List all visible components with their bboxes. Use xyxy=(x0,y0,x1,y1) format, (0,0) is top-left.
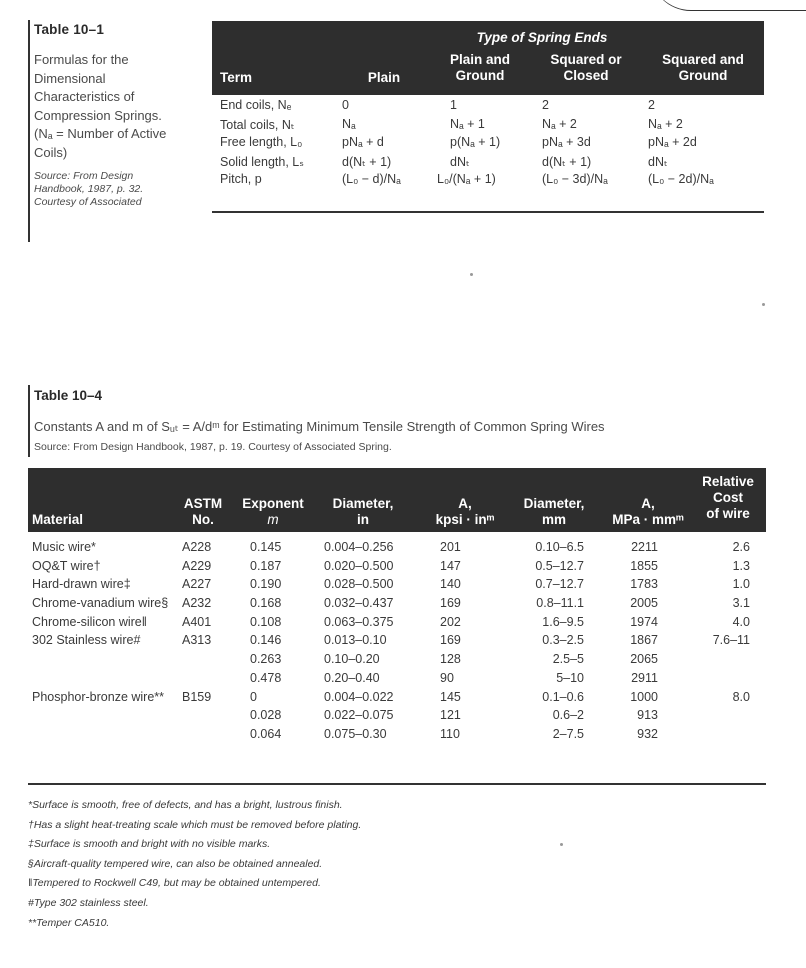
cell-dmm: 1.6–9.5 xyxy=(542,614,584,629)
caption-line: Coils) xyxy=(34,144,68,160)
cell-akpsi: 169 xyxy=(440,633,461,648)
table4-source: Source: From Design Handbook, 1987, p. 19. Courtesy of Associated Spring. xyxy=(34,441,392,453)
header-squared-ground xyxy=(648,52,758,84)
footnote: #Type 302 stainless steel. xyxy=(28,896,149,909)
table-row xyxy=(28,650,766,669)
header-line: A, xyxy=(458,496,472,511)
cell-term: Pitch, p xyxy=(220,172,262,186)
cell-akpsi: 121 xyxy=(440,708,461,723)
cell-astm: B159 xyxy=(182,689,212,704)
cell-m: 0.478 xyxy=(250,670,282,685)
cell-material: Chrome-vanadium wire§ xyxy=(32,596,169,611)
cell-cost: 3.1 xyxy=(732,596,750,611)
table-row xyxy=(212,96,764,115)
cell-material: 302 Stainless wire# xyxy=(32,633,141,648)
cell-cost: 4.0 xyxy=(732,614,750,629)
table4-header xyxy=(28,468,766,532)
table1-title: Table 10–1 xyxy=(34,22,105,37)
cell-plain: 0 xyxy=(342,98,349,112)
cell-m: 0 xyxy=(250,689,257,704)
cell-dmm: 0.5–12.7 xyxy=(535,558,584,573)
source-line: Handbook, 1987, p. 32. xyxy=(34,183,144,195)
table1-body xyxy=(212,96,764,189)
table-row xyxy=(28,594,766,613)
footnote: §Aircraft-quality tempered wire, can also be obtained annealed. xyxy=(28,857,323,870)
cell-akpsi: 201 xyxy=(440,540,461,554)
header-line: Ground xyxy=(455,68,505,83)
header-squared-closed xyxy=(534,52,638,84)
table4-bottom-rule xyxy=(28,783,766,785)
header-exponent xyxy=(234,496,312,528)
cell-squared-closed: pNₐ + 3d xyxy=(542,135,591,149)
header-line: Ground xyxy=(678,68,728,83)
table-row xyxy=(28,557,766,576)
table-row xyxy=(28,669,766,688)
cell-term: Free length, L₀ xyxy=(220,135,303,149)
table1-bottom-rule xyxy=(212,211,764,213)
header-line: Squared or xyxy=(550,52,622,67)
cell-material: Chrome-silicon wire‖ xyxy=(32,614,147,629)
header-diameter-mm xyxy=(514,496,594,528)
header-material: Material xyxy=(32,512,84,527)
header-line: Diameter, xyxy=(523,496,585,511)
table4-caption: Constants A and m of Sᵤₜ = A/dᵐ for Estimating Minimum Tensile Strength of Common Spring Wires xyxy=(34,419,605,434)
header-a-kpsi xyxy=(420,496,510,528)
scan-speck xyxy=(762,303,765,306)
cell-material: OQ&T wire† xyxy=(32,558,101,573)
caption-line: Characteristics of xyxy=(34,89,135,104)
scan-speck xyxy=(560,843,563,846)
header-line: Squared and xyxy=(662,52,744,67)
table-row xyxy=(28,575,766,594)
cell-ampa: 2005 xyxy=(630,596,658,611)
cell-akpsi: 169 xyxy=(440,596,461,611)
table-row xyxy=(28,631,766,650)
table-row xyxy=(28,538,766,557)
table1-caption xyxy=(34,51,204,162)
table-row xyxy=(212,115,764,134)
cell-plain: Nₐ xyxy=(342,116,356,131)
cell-cost: 1.0 xyxy=(732,577,750,592)
cell-m: 0.064 xyxy=(250,726,282,741)
cell-akpsi: 140 xyxy=(440,577,461,592)
cell-plain: d(Nₜ + 1) xyxy=(342,154,392,169)
cell-cost: 7.6–11 xyxy=(712,633,750,648)
header-relative-cost xyxy=(692,474,764,522)
table-row xyxy=(28,725,766,744)
cell-akpsi: 202 xyxy=(440,614,461,629)
header-line: Diameter, xyxy=(332,496,394,511)
cell-m: 0.263 xyxy=(250,652,282,667)
table-row xyxy=(28,688,766,707)
source-line: Source: From Design xyxy=(34,170,134,182)
cell-ampa: 1783 xyxy=(630,577,658,592)
footnote: ‡Surface is smooth and bright with no visible marks. xyxy=(28,838,271,851)
table-row xyxy=(212,133,764,152)
caption-line: (Nₐ = Number of Active xyxy=(34,126,167,141)
header-line: mm xyxy=(541,512,566,527)
cell-plain-ground: L₀/(Nₐ + 1) xyxy=(437,172,496,186)
cell-ampa: 2065 xyxy=(630,652,658,667)
header-term: Term xyxy=(220,70,253,85)
cell-dmm: 0.3–2.5 xyxy=(542,633,584,648)
cell-din: 0.004–0.256 xyxy=(324,540,394,554)
cell-squared-ground: dNₜ xyxy=(648,154,668,169)
header-line: Exponent xyxy=(242,496,304,511)
header-diameter-in xyxy=(318,496,408,528)
footnote: ‖Tempered to Rockwell C49, but may be obtained untempered. xyxy=(28,877,321,890)
cell-ampa: 1974 xyxy=(630,614,658,629)
cell-akpsi: 110 xyxy=(440,726,460,741)
header-line: in xyxy=(357,512,369,527)
cell-m: 0.146 xyxy=(250,633,282,648)
cell-astm: A227 xyxy=(182,577,212,592)
decorative-curve xyxy=(650,0,806,11)
header-line: m xyxy=(267,512,279,527)
cell-m: 0.190 xyxy=(250,577,282,592)
cell-din: 0.063–0.375 xyxy=(324,614,394,629)
cell-astm: A232 xyxy=(182,596,212,611)
cell-squared-ground: pNₐ + 2d xyxy=(648,135,697,149)
cell-akpsi: 90 xyxy=(440,670,454,685)
header-plain: Plain xyxy=(367,70,401,85)
table4-footnotes xyxy=(28,796,361,933)
table4-title: Table 10–4 xyxy=(34,388,103,403)
header-a-mpa xyxy=(598,496,698,528)
cell-din: 0.004–0.022 xyxy=(324,689,394,704)
table1-header xyxy=(212,21,764,95)
cell-akpsi: 147 xyxy=(440,558,461,573)
cell-ampa: 2911 xyxy=(631,670,658,685)
table-row xyxy=(28,706,766,725)
cell-astm: A228 xyxy=(182,540,212,554)
cell-plain: (L₀ − d)/Nₐ xyxy=(342,172,401,186)
header-plain-ground xyxy=(430,52,530,84)
header-line: A, xyxy=(641,496,655,511)
cell-plain-ground: dNₜ xyxy=(450,154,470,169)
cell-material: Hard-drawn wire‡ xyxy=(32,577,131,592)
table-row xyxy=(212,152,764,171)
table1-sidebar xyxy=(28,20,204,242)
cell-astm: A313 xyxy=(182,633,212,648)
cell-m: 0.187 xyxy=(250,558,282,573)
cell-squared-ground: 2 xyxy=(648,98,655,112)
table4-title-block xyxy=(28,385,774,457)
cell-material: Music wire* xyxy=(32,540,96,554)
cell-squared-ground: Nₐ + 2 xyxy=(648,116,683,131)
cell-ampa: 913 xyxy=(637,708,658,723)
cell-squared-closed: d(Nₜ + 1) xyxy=(542,154,592,169)
cell-material: Phosphor-bronze wire** xyxy=(32,689,165,704)
cell-cost: 1.3 xyxy=(732,558,750,573)
cell-cost: 8.0 xyxy=(732,689,750,704)
cell-plain-ground: 1 xyxy=(450,98,457,112)
cell-akpsi: 145 xyxy=(440,689,461,704)
header-line: Relative xyxy=(702,474,754,489)
cell-m: 0.145 xyxy=(250,540,282,554)
cell-m: 0.028 xyxy=(250,708,282,723)
header-line: Closed xyxy=(563,68,609,83)
cell-m: 0.168 xyxy=(250,596,282,611)
cell-ampa: 932 xyxy=(637,726,658,741)
cell-dmm: 2–7.5 xyxy=(552,726,584,741)
caption-line: Formulas for the xyxy=(34,52,129,67)
footnote: *Surface is smooth, free of defects, and has a bright, lustrous finish. xyxy=(28,799,343,811)
header-astm xyxy=(178,496,228,528)
header-line: No. xyxy=(192,512,214,527)
cell-term: End coils, Nₑ xyxy=(220,98,292,112)
cell-dmm: 2.5–5 xyxy=(552,652,584,667)
cell-plain: pNₐ + d xyxy=(342,135,384,149)
cell-astm: A401 xyxy=(182,614,212,629)
table4-body xyxy=(28,538,766,744)
cell-din: 0.013–0.10 xyxy=(324,633,387,648)
cell-term: Solid length, Lₛ xyxy=(220,154,304,169)
caption-line: Compression Springs. xyxy=(34,107,162,123)
cell-plain-ground: Nₐ + 1 xyxy=(450,116,485,131)
cell-akpsi: 128 xyxy=(440,652,461,667)
cell-ampa: 2211 xyxy=(631,540,658,554)
cell-astm: A229 xyxy=(182,558,212,573)
header-line: kpsi · inᵐ xyxy=(435,512,495,527)
table1-source xyxy=(34,170,204,209)
header-line: Plain and xyxy=(449,52,510,67)
cell-dmm: 0.6–2 xyxy=(552,708,584,723)
cell-dmm: 0.1–0.6 xyxy=(542,689,584,704)
cell-din: 0.020–0.500 xyxy=(324,558,394,573)
cell-ampa: 1867 xyxy=(630,633,658,648)
table-row xyxy=(28,613,766,632)
cell-dmm: 0.8–11.1 xyxy=(536,596,584,611)
cell-din: 0.075–0.30 xyxy=(324,726,387,741)
header-line: Cost xyxy=(713,490,743,505)
header-line: ASTM xyxy=(183,496,223,511)
cell-dmm: 0.10–6.5 xyxy=(535,540,584,554)
scan-speck xyxy=(470,273,473,276)
header-line: of wire xyxy=(706,506,750,521)
cell-ampa: 1855 xyxy=(630,558,658,573)
caption-line: Dimensional xyxy=(34,70,106,86)
cell-dmm: 5–10 xyxy=(556,670,584,685)
cell-m: 0.108 xyxy=(250,614,282,629)
cell-squared-ground: (L₀ − 2d)/Nₐ xyxy=(648,172,714,186)
cell-din: 0.022–0.075 xyxy=(324,708,394,723)
cell-dmm: 0.7–12.7 xyxy=(535,577,584,592)
cell-din: 0.032–0.437 xyxy=(324,596,394,611)
cell-squared-closed: Nₐ + 2 xyxy=(542,116,577,131)
header-group: Type of Spring Ends xyxy=(476,30,608,45)
source-line: Courtesy of Associated xyxy=(34,196,142,208)
cell-term: Total coils, Nₜ xyxy=(220,117,295,132)
cell-ampa: 1000 xyxy=(630,689,658,704)
footnote: †Has a slight heat-treating scale which must be removed before plating. xyxy=(28,818,362,831)
cell-squared-closed: (L₀ − 3d)/Nₐ xyxy=(542,172,608,186)
cell-din: 0.028–0.500 xyxy=(324,577,394,592)
cell-plain-ground: p(Nₐ + 1) xyxy=(450,135,501,149)
header-line: MPa · mmᵐ xyxy=(612,512,684,527)
table-row xyxy=(212,170,764,189)
cell-din: 0.10–0.20 xyxy=(324,652,380,667)
cell-squared-closed: 2 xyxy=(542,98,549,112)
footnote: **Temper CA510. xyxy=(28,916,110,929)
cell-cost: 2.6 xyxy=(732,540,750,554)
cell-din: 0.20–0.40 xyxy=(324,670,380,685)
